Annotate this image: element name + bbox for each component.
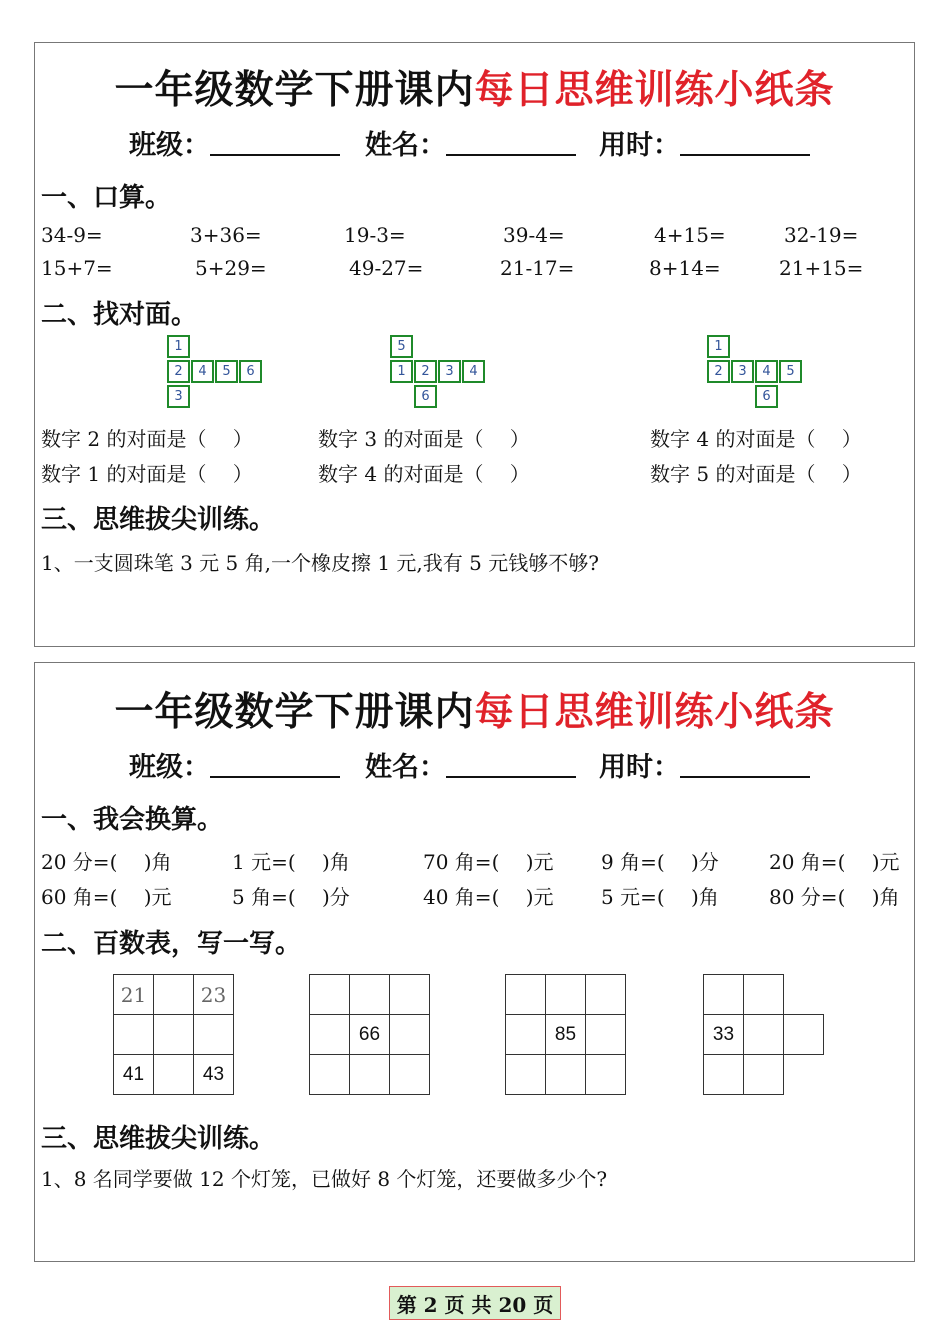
- sheet1-title: [35, 59, 914, 115]
- name-field: [365, 123, 576, 162]
- conversion-item: 70 角=( )元: [423, 850, 554, 874]
- net-cell: 4: [755, 360, 778, 383]
- net-cell: 2: [707, 360, 730, 383]
- grid-cell[interactable]: [585, 1054, 626, 1095]
- grid-cell[interactable]: [505, 1014, 546, 1055]
- time-blank[interactable]: [680, 130, 810, 156]
- exercise: 8+14=: [649, 256, 721, 280]
- grid-cell[interactable]: [703, 1054, 744, 1095]
- net-cell: 1: [167, 335, 190, 358]
- sheet2-title: [35, 681, 914, 737]
- grid-cell: 43: [193, 1054, 234, 1095]
- conversion-item: 1 元=( )角: [232, 850, 350, 874]
- name-label: 姓名：: [365, 752, 446, 783]
- grid-cell[interactable]: [585, 1014, 626, 1055]
- grid-cell[interactable]: [389, 1054, 430, 1095]
- grid-cell: 66: [349, 1014, 390, 1055]
- section-thinking-training: 三、思维拔尖训练。: [41, 505, 276, 535]
- grid-cell[interactable]: [309, 1014, 350, 1055]
- exercise: 4+15=: [654, 223, 726, 247]
- grid-cell[interactable]: [193, 1014, 234, 1055]
- grid-cell[interactable]: [389, 1014, 430, 1055]
- grid-cell: 23: [193, 974, 234, 1015]
- title-black-part: 一年级数学下册课内: [114, 689, 475, 735]
- time-label: 用时：: [599, 752, 680, 783]
- time-blank[interactable]: [680, 752, 810, 778]
- class-field: [129, 745, 340, 784]
- grid-cell[interactable]: [703, 974, 744, 1015]
- time-field: [599, 123, 810, 162]
- exercise: 19-3=: [344, 223, 406, 247]
- net-cell: 6: [755, 385, 778, 408]
- conversion-item: 80 分=( )角: [769, 885, 900, 909]
- grid-cell[interactable]: [349, 1054, 390, 1095]
- net-cell: 5: [390, 335, 413, 358]
- net-cell: 2: [167, 360, 190, 383]
- grid-cell[interactable]: [309, 1054, 350, 1095]
- conversion-item: 20 分=( )角: [41, 850, 172, 874]
- exercise: 5+29=: [195, 256, 267, 280]
- class-label: 班级：: [129, 130, 210, 161]
- grid-cell[interactable]: [545, 1054, 586, 1095]
- title-red-part: 每日思维训练小纸条: [474, 689, 835, 735]
- section-find-opposite: 二、找对面。: [41, 300, 198, 330]
- grid-cell[interactable]: [743, 974, 784, 1015]
- class-blank[interactable]: [210, 752, 340, 778]
- word-problem: 1、一支圆珠笔 3 元 5 角,一个橡皮擦 1 元,我有 5 元钱够不够?: [41, 551, 599, 575]
- name-blank[interactable]: [446, 752, 576, 778]
- exercise: 3+36=: [190, 223, 262, 247]
- grid-cell: 41: [113, 1054, 154, 1095]
- name-label: 姓名：: [365, 130, 446, 161]
- section-thinking-training: 三、思维拔尖训练。: [41, 1124, 276, 1154]
- section-mental-math: 一、口算。: [41, 183, 172, 213]
- opposite-question: 数字 4 的对面是（ ）: [318, 462, 530, 486]
- grid-cell[interactable]: [585, 974, 626, 1015]
- net-cell: 1: [707, 335, 730, 358]
- conversion-item: 9 角=( )分: [601, 850, 719, 874]
- time-field: [599, 745, 810, 784]
- name-blank[interactable]: [446, 130, 576, 156]
- opposite-question: 数字 1 的对面是（ ）: [41, 462, 253, 486]
- opposite-question: 数字 5 的对面是（ ）: [650, 462, 862, 486]
- grid-cell: 85: [545, 1014, 586, 1055]
- grid-cell[interactable]: [153, 974, 194, 1015]
- page-number-badge: 第 2 页 共 20 页: [389, 1286, 561, 1320]
- class-blank[interactable]: [210, 130, 340, 156]
- time-label: 用时：: [599, 130, 680, 161]
- grid-cell[interactable]: [309, 974, 350, 1015]
- net-cell: 3: [438, 360, 461, 383]
- opposite-question: 数字 2 的对面是（ ）: [41, 427, 253, 451]
- conversion-item: 20 角=( )元: [769, 850, 900, 874]
- exercise: 49-27=: [349, 256, 424, 280]
- grid-cell: 33: [703, 1014, 744, 1055]
- title-red-part: 每日思维训练小纸条: [474, 67, 835, 113]
- grid-cell[interactable]: [389, 974, 430, 1015]
- exercise: 32-19=: [784, 223, 859, 247]
- conversion-item: 60 角=( )元: [41, 885, 172, 909]
- net-cell: 4: [462, 360, 485, 383]
- grid-cell[interactable]: [783, 1014, 824, 1055]
- net-cell: 4: [191, 360, 214, 383]
- grid-cell[interactable]: [743, 1054, 784, 1095]
- opposite-question: 数字 4 的对面是（ ）: [650, 427, 862, 451]
- net-cell: 5: [779, 360, 802, 383]
- net-cell: 3: [731, 360, 754, 383]
- net-cell: 5: [215, 360, 238, 383]
- exercise: 39-4=: [503, 223, 565, 247]
- conversion-item: 5 元=( )角: [601, 885, 719, 909]
- net-cell: 6: [414, 385, 437, 408]
- conversion-item: 40 角=( )元: [423, 885, 554, 909]
- grid-cell[interactable]: [113, 1014, 154, 1055]
- grid-cell[interactable]: [153, 1014, 194, 1055]
- section-hundred-chart: 二、百数表，写一写。: [41, 929, 302, 959]
- exercise: 21-17=: [500, 256, 575, 280]
- opposite-question: 数字 3 的对面是（ ）: [318, 427, 530, 451]
- class-field: [129, 123, 340, 162]
- net-cell: 3: [167, 385, 190, 408]
- net-cell: 6: [239, 360, 262, 383]
- exercise: 34-9=: [41, 223, 103, 247]
- grid-cell[interactable]: [743, 1014, 784, 1055]
- grid-cell[interactable]: [153, 1054, 194, 1095]
- grid-cell[interactable]: [505, 974, 546, 1015]
- grid-cell: 21: [113, 974, 154, 1015]
- grid-cell[interactable]: [505, 1054, 546, 1095]
- section-unit-conversion: 一、我会换算。: [41, 805, 224, 835]
- grid-cell[interactable]: [545, 974, 586, 1015]
- worksheet-1: [34, 42, 915, 647]
- net-cell: 2: [414, 360, 437, 383]
- net-cell: 1: [390, 360, 413, 383]
- word-problem: 1、8 名同学要做 12 个灯笼，已做好 8 个灯笼，还要做多少个?: [41, 1167, 608, 1191]
- grid-cell[interactable]: [349, 974, 390, 1015]
- conversion-item: 5 角=( )分: [232, 885, 350, 909]
- exercise: 21+15=: [779, 256, 864, 280]
- class-label: 班级：: [129, 752, 210, 783]
- worksheet-2: [34, 662, 915, 1262]
- title-black-part: 一年级数学下册课内: [114, 67, 475, 113]
- exercise: 15+7=: [41, 256, 113, 280]
- name-field: [365, 745, 576, 784]
